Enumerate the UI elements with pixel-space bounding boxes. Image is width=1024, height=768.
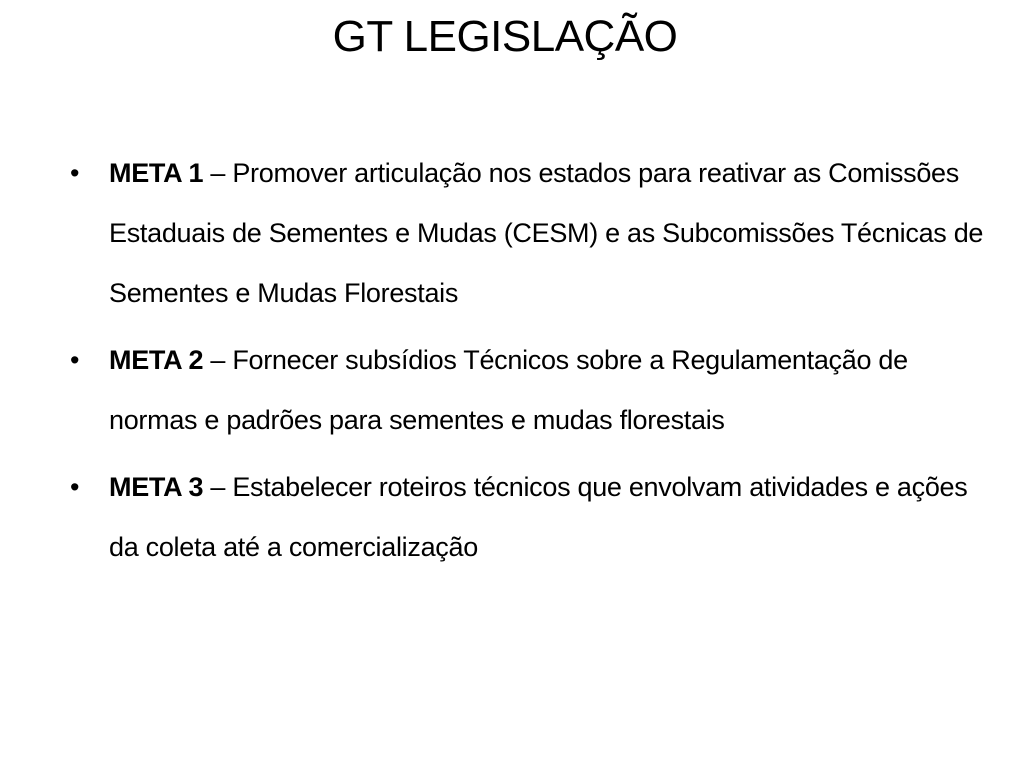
- meta-text: Promover articulação nos estados para reativar as Comissões Estaduais de Sementes e Mudas (CESM) e as Subcomissões Técnicas de Sementes e Mudas Florestais: [109, 158, 984, 308]
- meta-label: META 3: [109, 472, 204, 502]
- meta-text: Estabelecer roteiros técnicos que envolvam atividades e ações da coleta até a comercialização: [109, 472, 968, 562]
- bullet-icon: •: [70, 158, 80, 188]
- bullet-icon: •: [70, 345, 80, 375]
- list-item-meta-2: [70, 330, 1000, 450]
- bullet-list: [70, 143, 1000, 584]
- list-item-meta-3: [70, 457, 1000, 577]
- list-item-meta-1: [70, 143, 1000, 323]
- meta-separator: –: [203, 472, 233, 502]
- meta-label: META 2: [109, 345, 204, 375]
- meta-separator: –: [203, 158, 233, 188]
- bullet-icon: •: [70, 472, 80, 502]
- meta-text: Fornecer subsídios Técnicos sobre a Regulamentação de normas e padrões para sementes e mudas florestais: [109, 345, 908, 435]
- meta-separator: –: [203, 345, 233, 375]
- slide-title: GT LEGISLAÇÃO: [332, 12, 678, 61]
- meta-label: META 1: [109, 158, 204, 188]
